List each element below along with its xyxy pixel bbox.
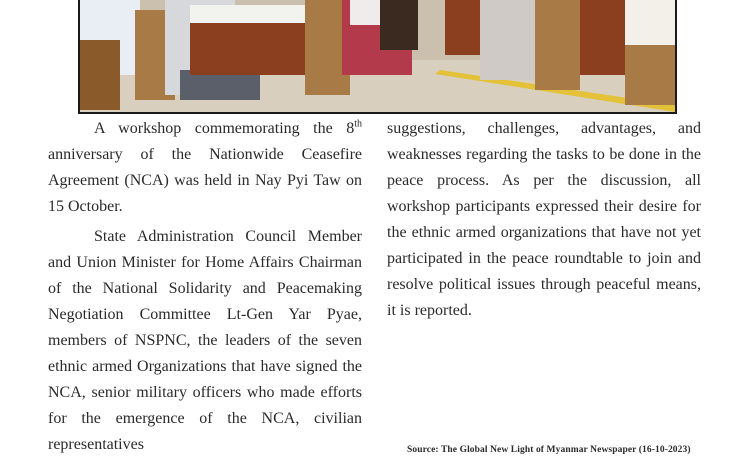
article-left-column (48, 116, 362, 458)
article-right-column (387, 116, 701, 324)
source-credit: Source: The Global New Light of Myanmar Newspaper (16-10-2023) (407, 445, 691, 455)
article-paragraph-attendees: State Administration Council Member and Union Minister for Home Affairs Chairman of the National Solidarity and Peacemaking Negotiation Committee Lt-Gen Yar Pyae, members of NSPNC, the leaders of the seven ethnic armed Organizations that have signed the NCA, senior military officers who made efforts for the emergence of the NCA, civilian representatives (48, 228, 362, 453)
workshop-photo (78, 0, 677, 114)
article-paragraph-intro: A workshop commemorating the 8th anniversary of the Nationwide Ceasefire Agreement (NCA) was held in Nay Pyi Taw on 15 October. (48, 118, 362, 215)
article-paragraph-conclusion: suggestions, challenges, advantages, and weaknesses regarding the tasks to be done in the peace process. As per the discussion, all workshop participants expressed their desire for the ethnic armed organizations that have not yet participated in the peace roundtable to join and resolve political issues through peaceful means, it is reported. (387, 120, 701, 319)
